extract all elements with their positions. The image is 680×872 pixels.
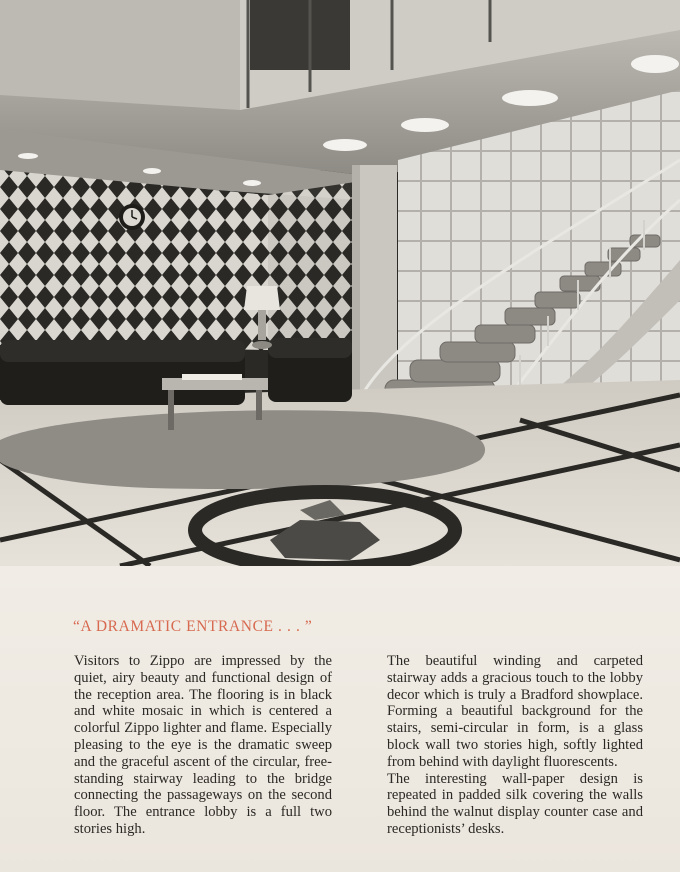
article-column-left bbox=[74, 653, 332, 838]
article-panel bbox=[0, 566, 680, 872]
right-paragraph-2: The interesting wall-paper design is repeated in padded silk covering the walls behind the walnut display counter case and receptionists’ desks. bbox=[387, 770, 643, 837]
right-paragraph-1: The beautiful winding and carpeted stairway adds a gracious touch to the lobby decor which is truly a Bradford showplace. Forming a beautiful background for the stairs, semi-circular in form, is a glass block wall two stories high, softly lighted from behind with daylight fluorescents. bbox=[387, 653, 643, 770]
left-paragraph: Visitors to Zippo are impressed by the quiet, airy beauty and functional design of the reception area. The flooring is in black and white mosaic in which is centered a colorful Zippo lighter and flame. Especially pleasing to the eye is the dramatic sweep and the graceful ascent of the circular, free-standing stairway leading to the bridge connecting the passageways on the second floor. The entrance lobby is a full two stories high. bbox=[74, 653, 332, 837]
article-column-right bbox=[387, 653, 643, 838]
article-heading: “A DRAMATIC ENTRANCE . . . ” bbox=[73, 618, 313, 635]
